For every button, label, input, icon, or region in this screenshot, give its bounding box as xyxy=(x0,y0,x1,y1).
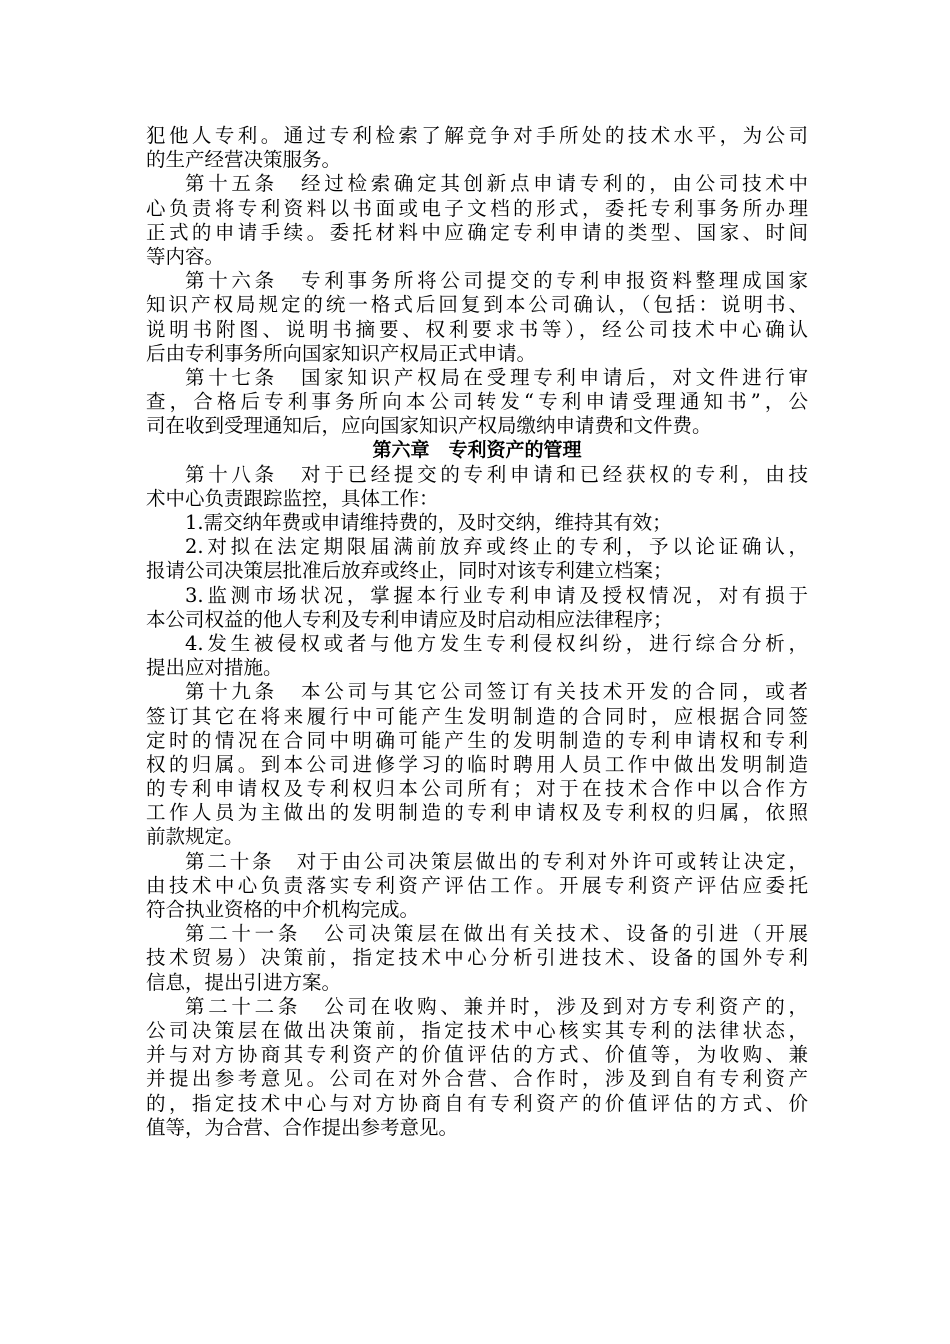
text-line: 提出应对措施。 xyxy=(146,656,283,680)
text-line: 司在收到受理通知后，应向国家知识产权局缴纳申请费和文件费。 xyxy=(146,414,712,438)
chapter-heading: 第六章 专利资产的管理 xyxy=(372,439,582,462)
text-line: 本公司权益的他人专利及专利申请应及时启动相应法律程序； xyxy=(146,607,673,631)
text-line: 定时的情况在合同中明确可能产生的发明制造的专利申请权和专利 xyxy=(146,728,808,752)
text-line: 知识产权局规定的统一格式后回复到本公司确认，（包括：说明书、 xyxy=(146,293,808,317)
list-item-2: 2.对拟在法定期限届满前放弃或终止的专利，予以论证确认， xyxy=(185,535,808,559)
text-line: 等内容。 xyxy=(146,244,225,268)
text-line: 正式的申请手续。委托材料中应确定专利申请的类型、国家、时间 xyxy=(146,220,808,244)
text-line: 公司决策层在做出决策前，指定技术中心核实其专利的法律状态， xyxy=(146,1018,808,1042)
document-page xyxy=(146,124,808,1140)
text-line: 的生产经营决策服务。 xyxy=(146,148,342,172)
text-line: 前款规定。 xyxy=(146,825,244,849)
article-15-line: 第十五条 经过检索确定其创新点申请专利的，由公司技术中 xyxy=(185,172,808,196)
article-19-line: 第十九条 本公司与其它公司签订有关技术开发的合同，或者 xyxy=(185,680,808,704)
article-22-line: 第二十二条 公司在收购、兼并时，涉及到对方专利资产的， xyxy=(185,994,808,1018)
list-item-1: 1.需交纳年费或申请维持费的，及时交纳，维持其有效； xyxy=(185,511,672,534)
text-line: 由技术中心负责落实专利资产评估工作。开展专利资产评估应委托 xyxy=(146,873,808,897)
article-18-line: 第十八条 对于已经提交的专利申请和已经获权的专利，由技 xyxy=(185,462,808,486)
article-16-line: 第十六条 专利事务所将公司提交的专利申报资料整理成国家 xyxy=(185,269,808,293)
text-line: 说明书附图、说明书摘要、权利要求书等），经公司技术中心确认 xyxy=(146,317,808,341)
text-line: 并与对方协商其专利资产的价值评估的方式、价值等，为收购、兼 xyxy=(146,1043,808,1067)
article-21-line: 第二十一条 公司决策层在做出有关技术、设备的引进（开展 xyxy=(185,922,808,946)
text-line: 权的归属。到本公司进修学习的临时聘用人员工作中做出发明制造 xyxy=(146,752,808,776)
text-line: 签订其它在将来履行中可能产生发明制造的合同时，应根据合同签 xyxy=(146,704,808,728)
text-line: 的，指定技术中心与对方协商自有专利资产的价值评估的方式、价 xyxy=(146,1091,808,1115)
list-item-3: 3.监测市场状况，掌握本行业专利申请及授权情况，对有损于 xyxy=(185,583,808,607)
text-line: 值等，为合营、合作提出参考意见。 xyxy=(146,1115,459,1139)
text-line: 犯他人专利。通过专利检索了解竞争对手所处的技术水平，为公司 xyxy=(146,124,808,147)
text-line: 符合执业资格的中介机构完成。 xyxy=(146,898,420,921)
list-item-4: 4.发生被侵权或者与他方发生专利侵权纠纷，进行综合分析， xyxy=(185,631,808,655)
text-line: 术中心负责跟踪监控，具体工作： xyxy=(146,486,439,510)
text-line: 技术贸易）决策前，指定技术中心分析引进技术、设备的国外专利 xyxy=(146,946,808,970)
text-line: 信息，提出引进方案。 xyxy=(146,970,342,994)
text-line: 的专利申请权及专利权归本公司所有；对于在技术合作中以合作方 xyxy=(146,777,808,801)
text-line: 后由专利事务所向国家知识产权局正式申请。 xyxy=(146,341,537,365)
text-line: 并提出参考意见。公司在对外合营、合作时，涉及到自有专利资产 xyxy=(146,1067,808,1091)
article-20-line: 第二十条 对于由公司决策层做出的专利对外许可或转让决定， xyxy=(185,849,808,873)
text-line: 查，合格后专利事务所向本公司转发“专利申请受理通知书”，公 xyxy=(146,390,808,414)
text-line: 工作人员为主做出的发明制造的专利申请权及专利权的归属，依照 xyxy=(146,801,808,825)
text-line: 报请公司决策层批准后放弃或终止，同时对该专利建立档案； xyxy=(146,559,673,583)
article-17-line: 第十七条 国家知识产权局在受理专利申请后，对文件进行审 xyxy=(185,365,808,389)
text-line: 心负责将专利资料以书面或电子文档的形式，委托专利事务所办理 xyxy=(146,196,808,220)
